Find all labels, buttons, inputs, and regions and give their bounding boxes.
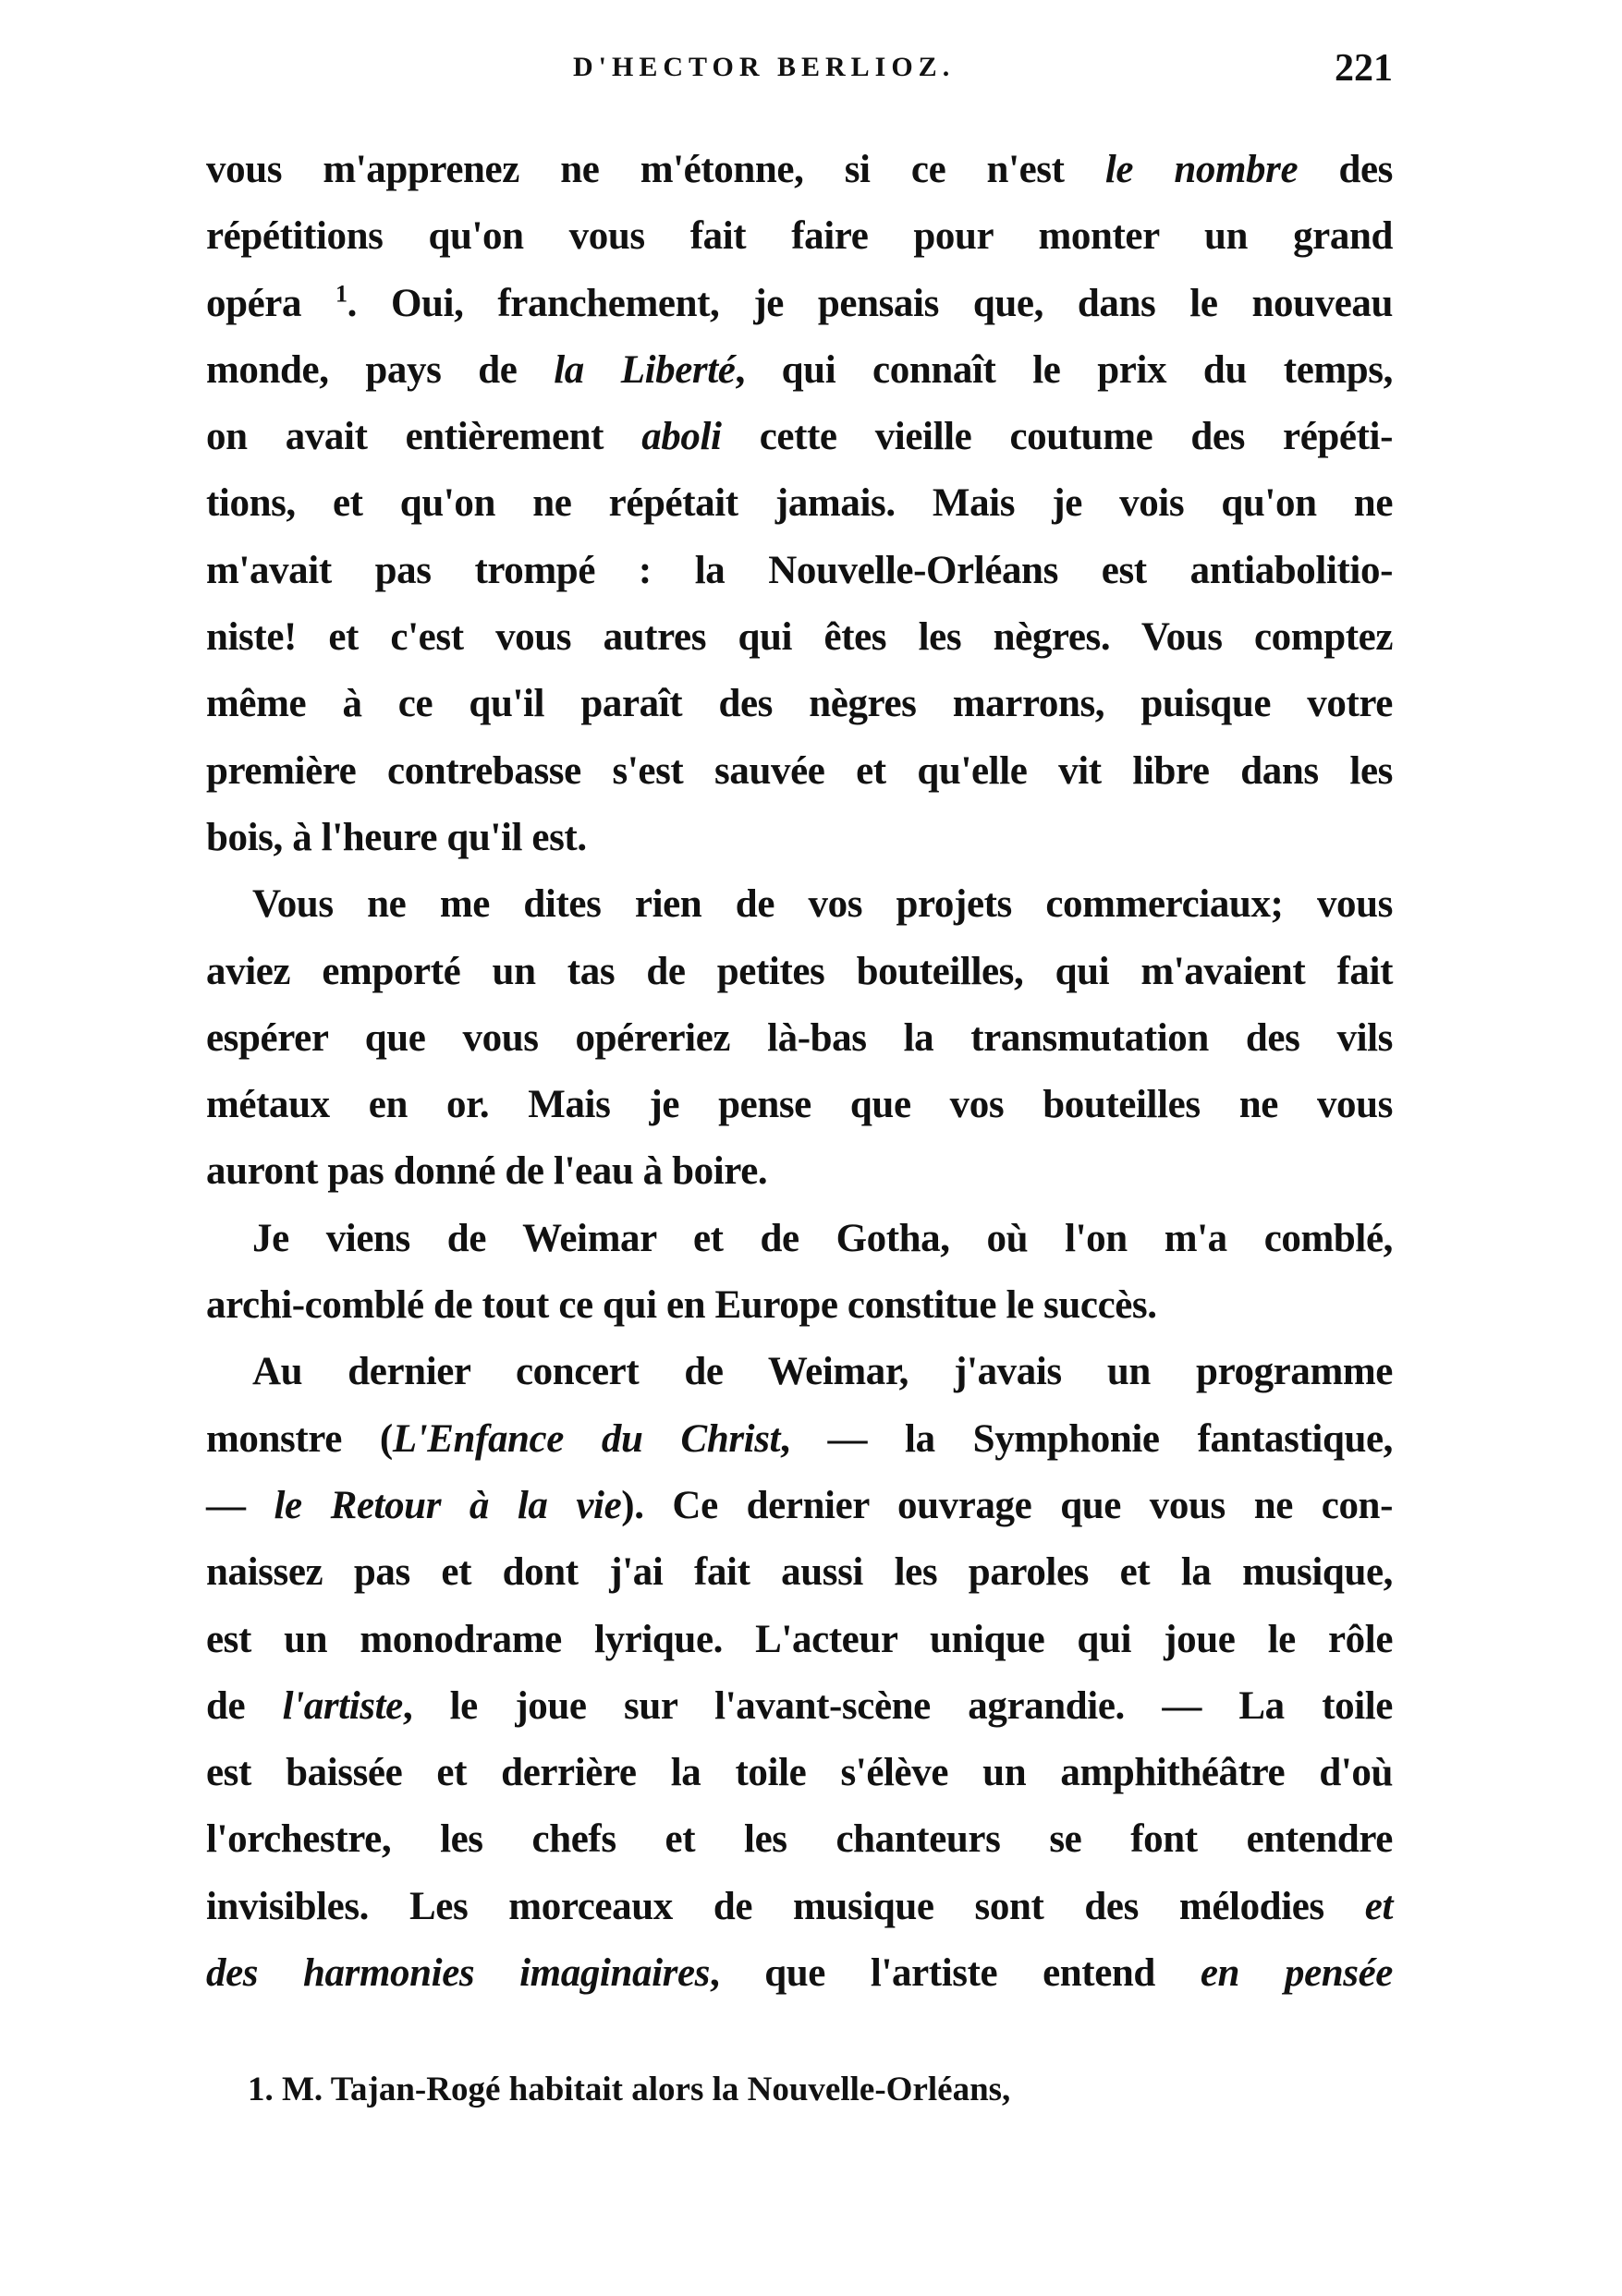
text-run: m'avait pas trompé : la Nouvelle-Orléans est antiabolitio- (206, 548, 1393, 592)
text-line (206, 1272, 1393, 1339)
text-run: répétitions qu'on vous fait faire pour monter un grand (206, 214, 1393, 259)
text-run: invisibles. Les morceaux de musique sont des mélodies (206, 1884, 1365, 1928)
text-run: première contrebasse s'est sauvée et qu'elle vit libre dans les (206, 748, 1393, 793)
text-line (206, 1406, 1393, 1473)
text-line (206, 1138, 1393, 1205)
text-run: monstre ( (206, 1416, 393, 1461)
text-run: auront pas donné de l'eau à boire. (206, 1149, 768, 1194)
text-line (206, 404, 1393, 470)
text-run: Vous ne me dites rien de vos projets commerciaux; vous (252, 882, 1393, 927)
text-line (206, 271, 1393, 337)
text-run: niste! et c'est vous autres qui êtes les nègres. Vous comptez (206, 615, 1393, 660)
text-run: — (206, 1483, 274, 1527)
text-line (206, 805, 1393, 871)
footnote-ref: 1 (335, 280, 348, 308)
text-line (206, 1473, 1393, 1539)
text-line (206, 1740, 1393, 1806)
text-run: , qui connaît le prix du temps, (735, 347, 1393, 392)
text-line (206, 671, 1393, 737)
text-line (206, 1940, 1393, 2007)
text-line (206, 538, 1393, 604)
footnote: 1. M. Tajan-Rogé habitait alors la Nouvelle-Orléans, (248, 2071, 1011, 2108)
text-run: , — la Symphonie fantastique, (780, 1416, 1394, 1461)
text-run: , que l'artiste entend (710, 1951, 1201, 1996)
text-run: Je viens de Weimar et de Gotha, où l'on m'a comblé, (252, 1216, 1393, 1260)
text-line (206, 1206, 1393, 1272)
italic-text: en pensée (1200, 1951, 1393, 1996)
italic-text: le Retour à la vie (274, 1483, 622, 1527)
text-run: naissez pas et dont j'ai fait aussi les paroles et la musique, (206, 1550, 1393, 1595)
text-run: espérer que vous opéreriez là-bas la transmutation des vils (206, 1015, 1393, 1060)
text-line (206, 470, 1393, 537)
italic-text: L'Enfance du Christ (392, 1416, 781, 1461)
text-run: l'orchestre, les chefs et les chanteurs se font entendre (206, 1817, 1393, 1862)
text-run: on avait entièrement (206, 415, 642, 459)
text-line (206, 137, 1393, 203)
text-line (206, 604, 1393, 671)
text-line (206, 1806, 1393, 1873)
text-run: des (1298, 148, 1393, 191)
text-run: . Oui, franchement, je pensais que, dans le nouveau (347, 281, 1394, 325)
running-head-title: D'HECTOR BERLIOZ. (573, 52, 956, 82)
body-text (206, 137, 1393, 2007)
text-line (206, 1539, 1393, 1606)
text-run: de (206, 1683, 283, 1728)
italic-text: le nombre (1104, 148, 1299, 191)
italic-text: l'artiste (282, 1683, 403, 1728)
italic-text: la Liberté (554, 347, 736, 392)
text-run: même à ce qu'il paraît des nègres marrons, puisque votre (206, 682, 1393, 726)
running-head (0, 46, 1622, 92)
italic-text: et (1364, 1884, 1393, 1928)
italic-text: des harmonies imaginaires (206, 1951, 710, 1996)
text-line (206, 1673, 1393, 1740)
text-line (206, 738, 1393, 805)
text-line (206, 1072, 1393, 1138)
page-number: 221 (1335, 47, 1393, 90)
text-run: tions, et qu'on ne répétait jamais. Mais je vois qu'on ne (206, 481, 1393, 526)
text-line (206, 939, 1393, 1005)
text-line (206, 1005, 1393, 1072)
text-run: Au dernier concert de Weimar, j'avais un programme (252, 1350, 1393, 1394)
italic-text: aboli (641, 415, 722, 459)
text-run: , le joue sur l'avant-scène agrandie. — La toile (402, 1683, 1393, 1728)
text-run: cette vieille coutume des répéti- (721, 415, 1393, 459)
text-line (206, 1607, 1393, 1673)
text-run: est baissée et derrière la toile s'élève un amphithéâtre d'où (206, 1751, 1393, 1795)
text-run: est un monodrame lyrique. L'acteur unique qui joue le rôle (206, 1617, 1393, 1661)
text-run: archi-comblé de tout ce qui en Europe constitue le succès. (206, 1283, 1157, 1328)
text-run: ). Ce dernier ouvrage que vous ne con- (621, 1483, 1393, 1527)
text-line (206, 1874, 1393, 1940)
text-line (206, 203, 1393, 270)
text-run: opéra (206, 281, 336, 325)
text-line (206, 871, 1393, 938)
text-line (206, 1339, 1393, 1405)
text-line (206, 337, 1393, 404)
text-run: monde, pays de (206, 347, 555, 392)
text-run: aviez emporté un tas de petites bouteilles, qui m'avaient fait (206, 949, 1393, 993)
text-run: bois, à l'heure qu'il est. (206, 815, 587, 859)
text-run: métaux en or. Mais je pense que vos bouteilles ne vous (206, 1083, 1393, 1127)
text-run: vous m'apprenez ne m'étonne, si ce n'est (206, 148, 1105, 191)
